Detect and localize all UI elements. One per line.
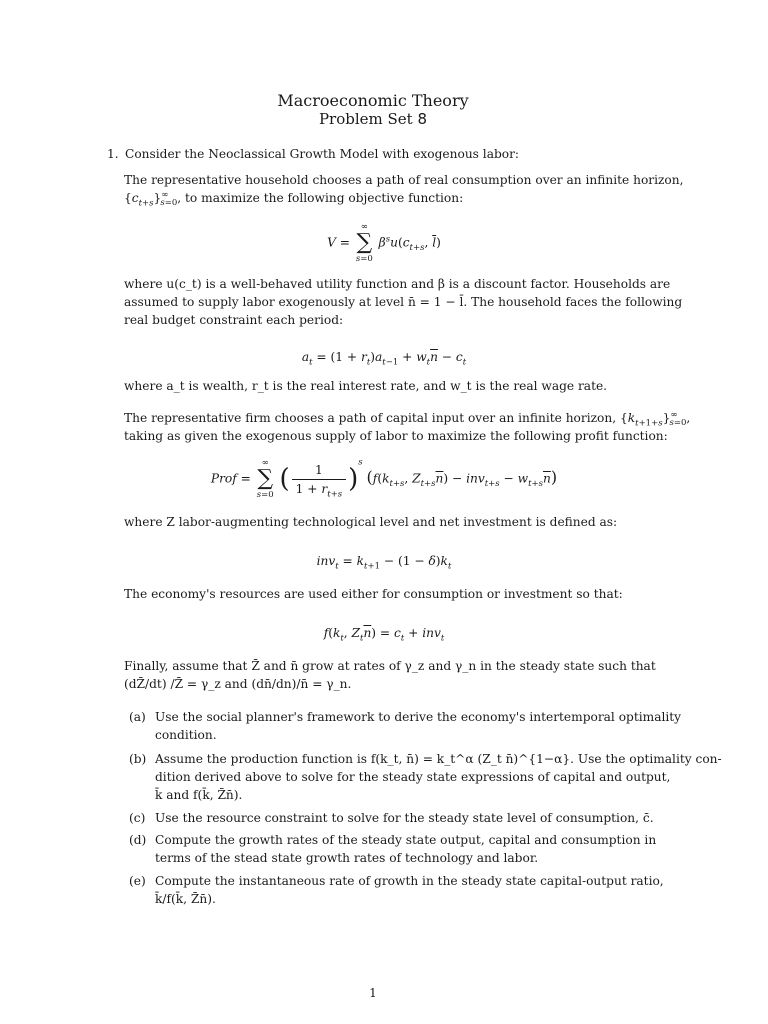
subquestion-e-line-1: Compute the instantaneous rate of growth in the steady state capital-output ratio, (155, 874, 664, 888)
where-u-line-1: where u(c_t) is a well-behaved utility function and β is a discount factor. Households are (124, 277, 671, 291)
discount-fraction: $\frac{1}{1 + r_{t+s}}$ (292, 463, 346, 496)
subquestion-e-label: (e) (129, 874, 146, 888)
subquestion-b-line-2: dition derived above to solve for the steady state expressions of capital and output, (155, 770, 671, 784)
subquestion-a-line-2: condition. (155, 728, 217, 742)
subquestion-c-line-1: Use the resource constraint to solve for the steady state level of consumption, c̄. (155, 811, 654, 825)
equation-profit-function: Prof = ∞ ∑ s=0 ( $\frac{1}{1 + r_{t+s}}$ )$^s$ ($f(k_{t+s}$, $Z_{t+s}\overline{n}) - inv_{t+s} - w_{t+s}\overline{n}$) (210, 457, 558, 500)
page-number: 1 (369, 986, 377, 1000)
subquestion-b-label: (b) (129, 752, 147, 766)
finally-line-2: (dZ̄/dt) /Z̄ = γ_z and (dn̄/dn)/n̄ = γ_n. (124, 677, 352, 691)
subquestion-a-label: (a) (129, 710, 146, 724)
equation-budget-constraint: $a_t = (1 + r_t)a_{t-1} + w_t\overline{n} - c_t$ (301, 350, 467, 368)
subquestion-c-label: (c) (129, 811, 146, 825)
subquestion-d-line-2: terms of the stead state growth rates of technology and labor. (155, 851, 539, 865)
summation-sign: ∞ ∑ s=0 (256, 458, 274, 500)
where-a-line: where a_t is wealth, r_t is the real interest rate, and w_t is the real wage rate. (124, 379, 608, 393)
where-u-line-3: real budget constraint each period: (124, 313, 344, 327)
household-paragraph-tail: , to maximize the following objective function: (177, 191, 464, 205)
subquestion-d-line-1: Compute the growth rates of the steady state output, capital and consumption in (155, 833, 657, 847)
equation-investment: $inv_t = k_{t+1} - (1 - \delta)k_t$ (316, 554, 452, 572)
equation-objective-V: V = ∞ ∑ s=0 $\beta^su(c_{t+s}$, $\overline{l}$) (327, 222, 441, 264)
where-Z-line: where Z labor-augmenting technological level and net investment is defined as: (124, 515, 618, 529)
equation-resource-constraint: $f(k_t$, $Z_t\overline{n}) = c_t + inv_t$ (323, 626, 445, 644)
subquestion-b-line-1: Assume the production function is f(k_t, n̄) = k_t^α (Z_t n̄)^{1−α}. Use the optimality con- (155, 752, 722, 766)
firm-paragraph-line-1 (124, 409, 690, 427)
subquestion-b-line-3: k̄ and f(k̄, Z̄n̄). (155, 788, 243, 802)
subquestion-a-line-1: Use the social planner's framework to derive the economy's intertemporal optimality (155, 710, 682, 724)
firm-paragraph-line-2: taking as given the exogenous supply of labor to maximize the following profit function: (124, 429, 668, 443)
consumption-path-set: $\{c_{t+s}\}^\infty_{s=0}$ (124, 189, 178, 209)
summation-sign: ∞ ∑ s=0 (355, 222, 373, 264)
where-u-line-2: assumed to supply labor exogenously at level n̄ = 1 − l̄. The household faces the following (124, 295, 683, 309)
problem-set-number: 8 (417, 110, 428, 128)
firm-paragraph-head: The representative firm chooses a path of capital input over an infinite horizon, (124, 411, 617, 425)
capital-path-set: $\{k_{t+1+s}\}^\infty_{s=0}$, (619, 409, 691, 429)
subquestion-d-label: (d) (129, 833, 147, 847)
subtitle-prefix: Problem Set (318, 110, 418, 128)
problem-number: 1. (107, 147, 119, 161)
resources-line: The economy's resources are used either for consumption or investment so that: (124, 587, 623, 601)
problem-intro: Consider the Neoclassical Growth Model with exogenous labor: (125, 147, 520, 161)
finally-line-1: Finally, assume that Z̄ and n̄ grow at rates of γ_z and γ_n in the steady state such that (124, 659, 656, 673)
subquestion-e-line-2: k̄/f(k̄, Z̄n̄). (155, 892, 216, 906)
document-title: Macroeconomic Theory (277, 91, 469, 110)
document-subtitle (0, 110, 746, 128)
household-paragraph-line-2 (124, 189, 463, 207)
household-paragraph-line-1: The representative household chooses a path of real consumption over an infinite horizon, (124, 173, 684, 187)
